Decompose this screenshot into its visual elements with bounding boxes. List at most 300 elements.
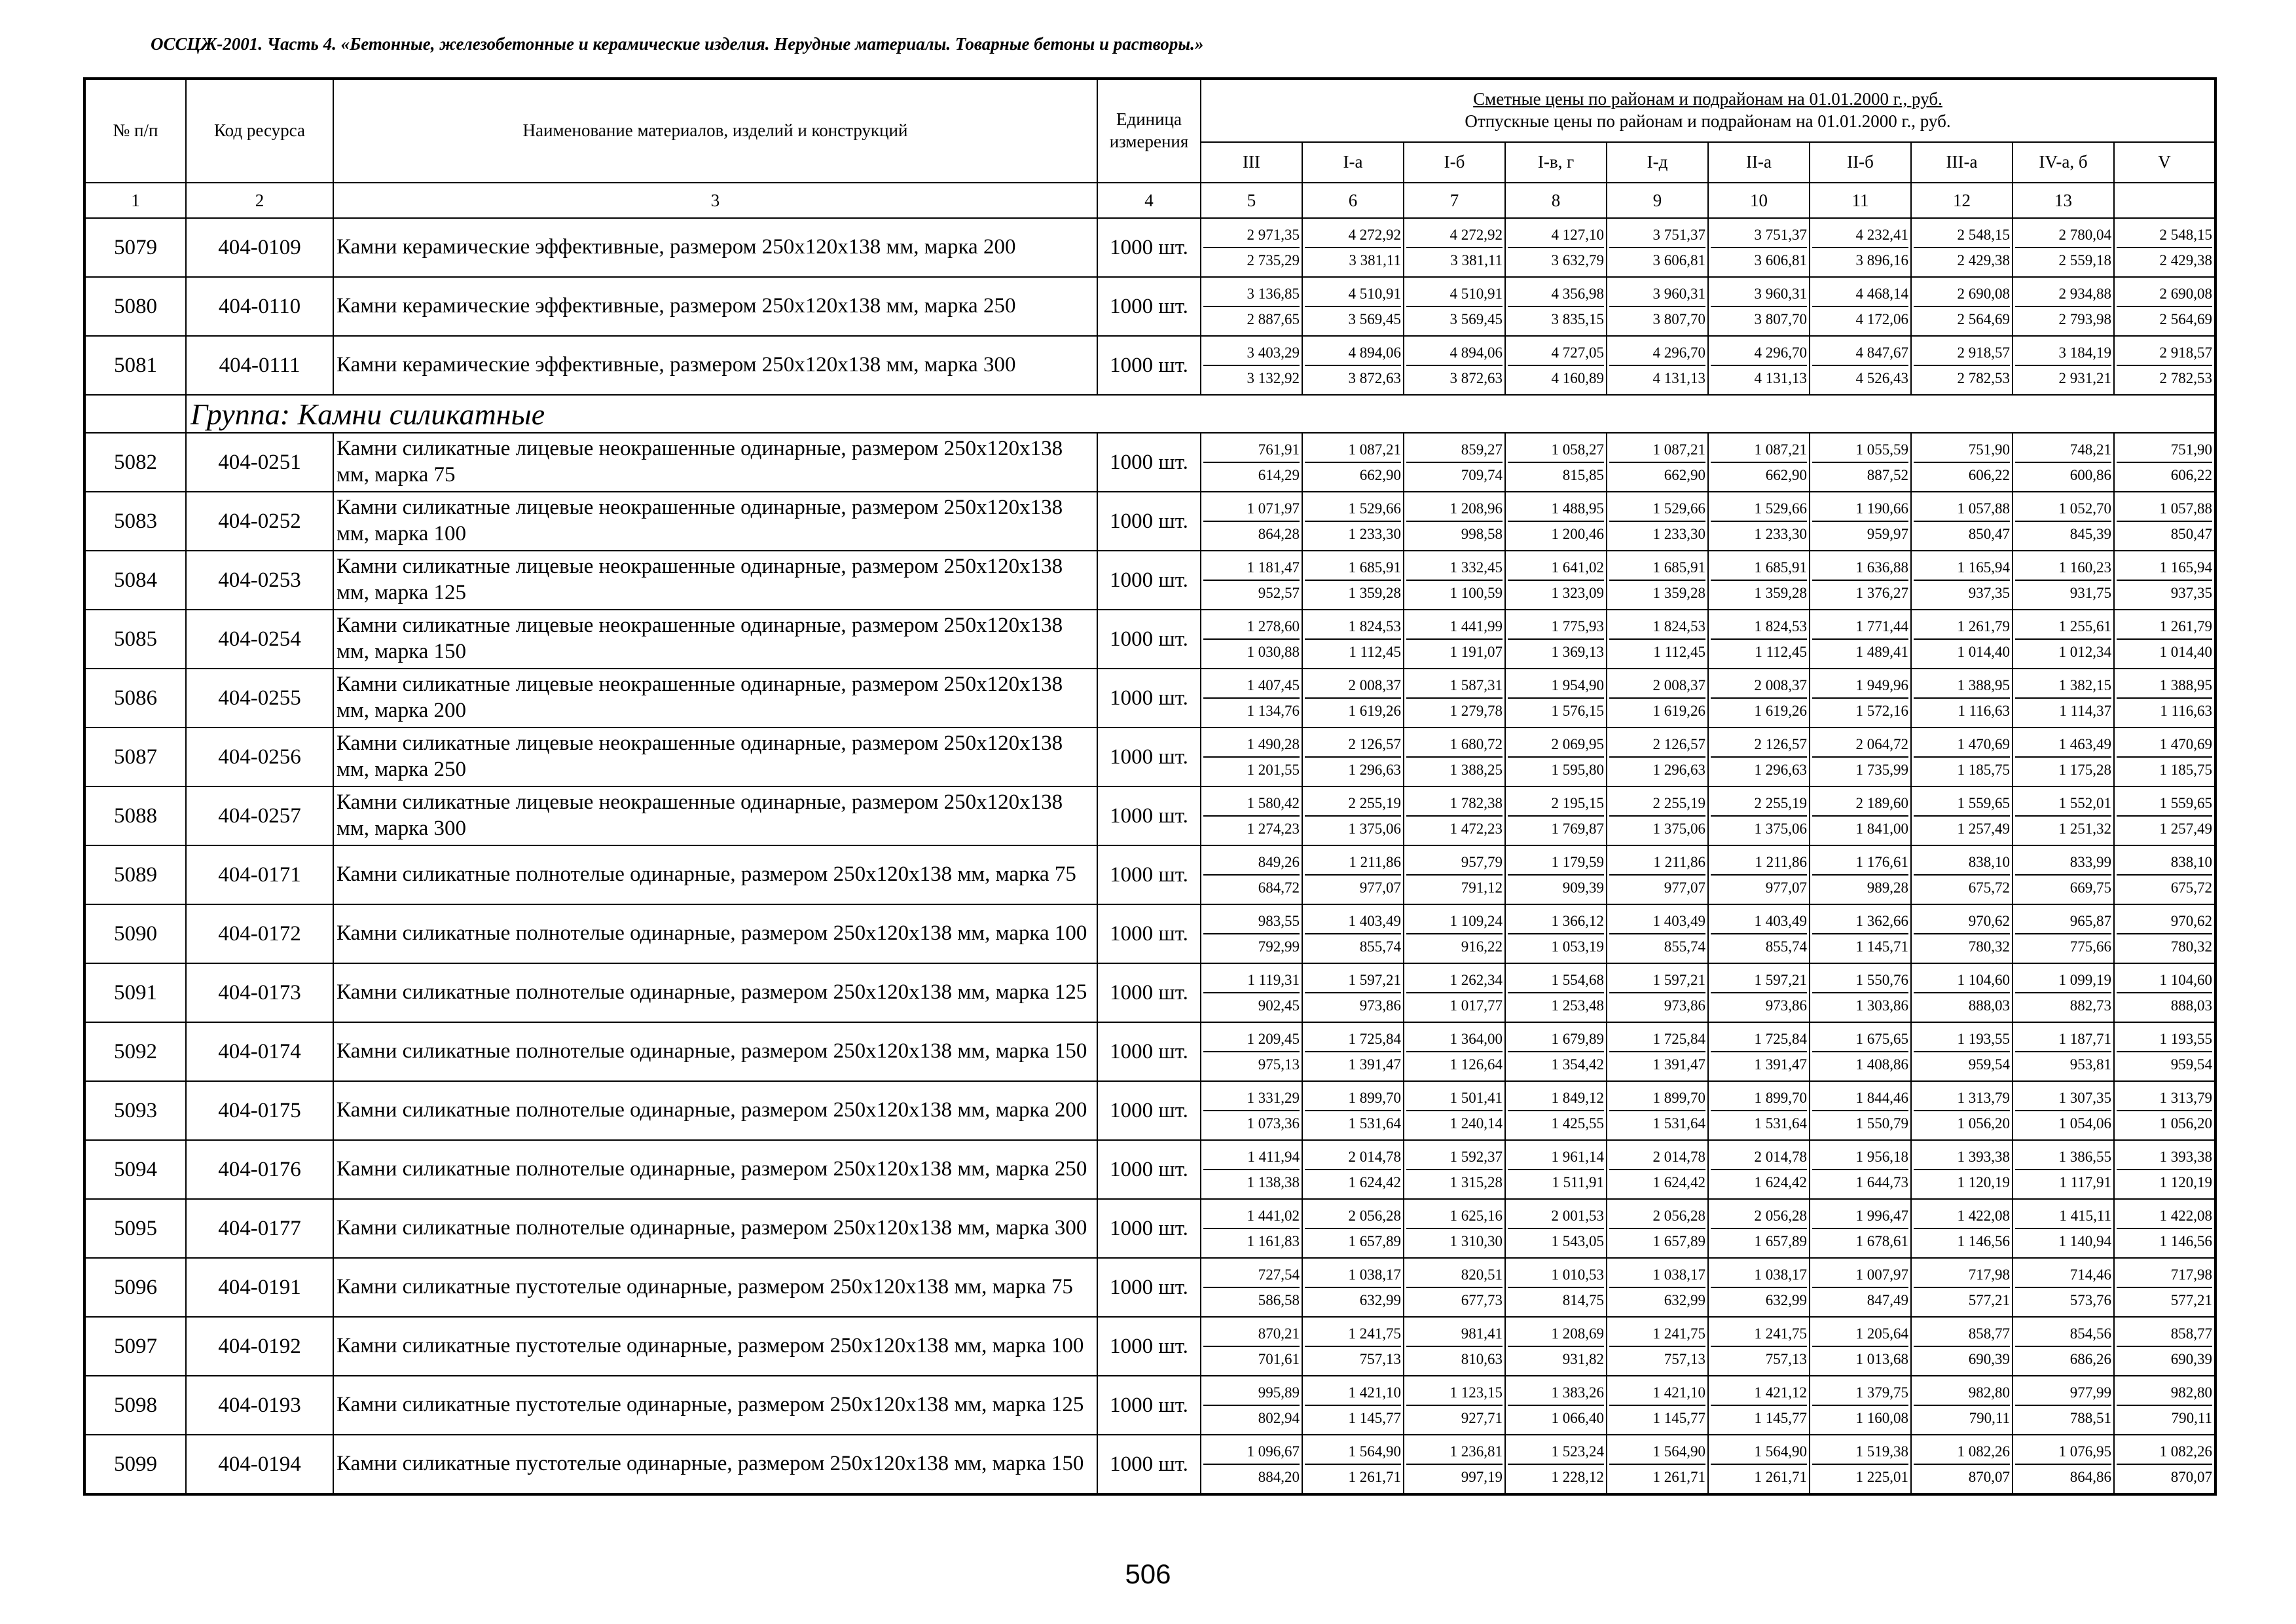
release-price: 953,81: [2069, 1056, 2111, 1073]
price-cell: [1708, 728, 1810, 786]
row-number: 5085: [84, 610, 186, 669]
region-header: V: [2114, 142, 2215, 183]
estimate-price: 1 087,21: [1305, 437, 1401, 463]
release-price: 632,99: [1359, 1292, 1401, 1308]
estimate-price: 717,98: [1914, 1263, 2010, 1288]
resource-code: 404-0175: [186, 1081, 333, 1140]
price-cell: [2114, 1376, 2215, 1435]
price-cell: [1201, 728, 1302, 786]
estimate-price: 1 501,41: [1406, 1086, 1503, 1111]
estimate-price: 1 949,96: [1812, 673, 1908, 699]
release-price: 3 606,81: [1754, 252, 1807, 268]
release-price: 847,49: [1867, 1292, 1908, 1308]
release-price: 1 185,75: [2159, 762, 2212, 778]
price-cell: [2013, 1435, 2114, 1494]
release-price: 577,21: [2170, 1292, 2212, 1308]
estimate-price: 1 366,12: [1508, 909, 1604, 934]
estimate-price: 1 379,75: [1812, 1380, 1908, 1406]
unit-cell: 1000 шт.: [1097, 1258, 1201, 1317]
release-price: 1 624,42: [1348, 1174, 1401, 1190]
price-cell: [1911, 1258, 2013, 1317]
estimate-price: 2 780,04: [2015, 223, 2111, 248]
estimate-price: 4 272,92: [1305, 223, 1401, 248]
release-price: 1 769,87: [1551, 821, 1604, 837]
estimate-price: 761,91: [1203, 437, 1300, 463]
column-number: 1: [84, 183, 186, 218]
release-price: 802,94: [1258, 1410, 1300, 1426]
estimate-price: 1 055,59: [1812, 437, 1908, 463]
release-price: 2 782,53: [2159, 370, 2212, 386]
release-price: 1 228,12: [1551, 1469, 1604, 1485]
estimate-price: 854,56: [2015, 1321, 2111, 1347]
estimate-price: 2 069,95: [1508, 732, 1604, 758]
row-number: 5083: [84, 492, 186, 551]
release-price: 937,35: [1968, 585, 2010, 601]
row-number: 5081: [84, 336, 186, 395]
estimate-price: 1 564,90: [1711, 1439, 1807, 1465]
release-price: 1 120,19: [1957, 1174, 2010, 1190]
estimate-price: 1 255,61: [2015, 614, 2111, 640]
release-price: 791,12: [1461, 879, 1503, 896]
release-price: 2 564,69: [2159, 311, 2212, 327]
price-cell: [2114, 1435, 2215, 1494]
estimate-price: 2 255,19: [1305, 791, 1401, 817]
estimate-price: 1 104,60: [2117, 968, 2212, 993]
release-price: 1 030,88: [1247, 644, 1300, 660]
release-price: 675,72: [2170, 879, 2212, 896]
release-price: 888,03: [1968, 997, 2010, 1014]
estimate-price: 1 954,90: [1508, 673, 1604, 699]
estimate-price: 2 001,53: [1508, 1204, 1604, 1229]
estimate-price: 2 255,19: [1609, 791, 1705, 817]
price-cell: [2013, 277, 2114, 336]
estimate-price: 1 099,19: [2015, 968, 2111, 993]
estimate-price: 4 894,06: [1305, 341, 1401, 366]
unit-cell: 1000 шт.: [1097, 1376, 1201, 1435]
price-cell: [2114, 904, 2215, 963]
estimate-price: 2 008,37: [1305, 673, 1401, 699]
release-price: 3 381,11: [1450, 252, 1503, 268]
resource-code: 404-0177: [186, 1199, 333, 1258]
estimate-price: 1 331,29: [1203, 1086, 1300, 1111]
estimate-price: 1 956,18: [1812, 1145, 1908, 1170]
unit-cell: 1000 шт.: [1097, 492, 1201, 551]
price-cell: [1607, 1317, 1708, 1376]
price-cell: [1911, 1199, 2013, 1258]
price-cell: [1607, 1022, 1708, 1081]
unit-cell: 1000 шт.: [1097, 433, 1201, 492]
release-price: 973,86: [1664, 997, 1705, 1014]
price-cell: [2114, 1258, 2215, 1317]
price-cell: [1201, 1022, 1302, 1081]
price-cell: [1302, 218, 1404, 277]
release-price: 1 054,06: [2058, 1115, 2111, 1132]
estimate-price: 4 727,05: [1508, 341, 1604, 366]
resource-code: 404-0194: [186, 1435, 333, 1494]
table-row: [84, 728, 2215, 786]
price-cell: [1201, 963, 1302, 1022]
material-name: Камни силикатные лицевые неокрашенные одинарные, размером 250х120х138 мм, марка 300: [333, 786, 1097, 845]
estimate-price: 1 771,44: [1812, 614, 1908, 640]
price-cell: [1505, 492, 1607, 551]
header-prices: [1201, 79, 2215, 142]
price-cell: [1810, 433, 1911, 492]
estimate-price: 1 165,94: [1914, 555, 2010, 581]
row-number: 5093: [84, 1081, 186, 1140]
release-price: 998,58: [1461, 526, 1503, 542]
price-cell: [1404, 963, 1505, 1022]
price-cell: [2013, 551, 2114, 610]
price-cell: [1404, 845, 1505, 904]
release-price: 3 807,70: [1652, 311, 1705, 327]
estimate-price: 1 559,65: [1914, 791, 2010, 817]
row-number: 5094: [84, 1140, 186, 1199]
region-header: I-в, г: [1505, 142, 1607, 183]
price-cell: [1201, 218, 1302, 277]
release-price: 1 624,42: [1754, 1174, 1807, 1190]
resource-code: 404-0110: [186, 277, 333, 336]
column-number: 8: [1505, 183, 1607, 218]
release-price: 1 116,63: [1958, 703, 2010, 719]
price-cell: [1911, 1081, 2013, 1140]
release-price: 1 056,20: [2159, 1115, 2212, 1132]
estimate-price: 1 421,12: [1711, 1380, 1807, 1406]
release-price: 937,35: [2170, 585, 2212, 601]
release-price: 959,54: [1968, 1056, 2010, 1073]
estimate-price: 1 899,70: [1305, 1086, 1401, 1111]
price-cell: [1505, 786, 1607, 845]
resource-code: 404-0193: [186, 1376, 333, 1435]
estimate-price: 1 193,55: [1914, 1027, 2010, 1052]
estimate-price: 1 523,24: [1508, 1439, 1604, 1465]
estimate-price: 1 844,46: [1812, 1086, 1908, 1111]
estimate-price: 2 918,57: [1914, 341, 2010, 366]
column-number: 6: [1302, 183, 1404, 218]
estimate-price: 1 529,66: [1711, 496, 1807, 522]
estimate-price: 1 052,70: [2015, 496, 2111, 522]
release-price: 1 261,71: [1754, 1469, 1807, 1485]
estimate-price: 1 071,97: [1203, 496, 1300, 522]
release-price: 1 354,42: [1551, 1056, 1604, 1073]
release-price: 1 657,89: [1348, 1233, 1401, 1249]
release-price: 1 531,64: [1348, 1115, 1401, 1132]
price-cell: [1911, 1376, 2013, 1435]
release-price: 882,73: [2069, 997, 2111, 1014]
estimate-price: 2 014,78: [1609, 1145, 1705, 1170]
price-cell: [1607, 218, 1708, 277]
estimate-price: 2 690,08: [1914, 282, 2010, 307]
price-cell: [1302, 1317, 1404, 1376]
price-cell: [1404, 1376, 1505, 1435]
release-price: 1 388,25: [1449, 762, 1503, 778]
release-price: 870,07: [1968, 1469, 2010, 1485]
release-price: 1 279,78: [1449, 703, 1503, 719]
release-price: 4 526,43: [1855, 370, 1908, 386]
release-price: 1 619,26: [1348, 703, 1401, 719]
estimate-price: 4 468,14: [1812, 282, 1908, 307]
release-price: 1 175,28: [2058, 762, 2111, 778]
price-cell: [1607, 492, 1708, 551]
column-number: 11: [1810, 183, 1911, 218]
price-cell: [2114, 1199, 2215, 1258]
release-price: 1 359,28: [1652, 585, 1705, 601]
resource-code: 404-0252: [186, 492, 333, 551]
release-price: 662,90: [1664, 467, 1705, 483]
estimate-price: 2 014,78: [1711, 1145, 1807, 1170]
price-cell: [1911, 336, 2013, 395]
price-cell: [1404, 610, 1505, 669]
price-cell: [1505, 218, 1607, 277]
column-number: 3: [333, 183, 1097, 218]
estimate-price: 3 751,37: [1711, 223, 1807, 248]
header-prices-estimate: Сметные цены по районам и подрайонам на 01.01.2000 г., руб.: [1473, 89, 1942, 109]
price-cell: [1911, 786, 2013, 845]
price-cell: [1404, 433, 1505, 492]
estimate-price: 977,99: [2015, 1380, 2111, 1406]
release-price: 973,86: [1765, 997, 1807, 1014]
release-price: 3 606,81: [1652, 252, 1705, 268]
release-price: 1 543,05: [1551, 1233, 1604, 1249]
estimate-price: 1 403,49: [1609, 909, 1705, 934]
release-price: 790,11: [2171, 1410, 2212, 1426]
column-number: 7: [1404, 183, 1505, 218]
estimate-price: 751,90: [1914, 437, 2010, 463]
release-price: 902,45: [1258, 997, 1300, 1014]
price-cell: [1505, 1022, 1607, 1081]
estimate-price: 1 463,49: [2015, 732, 2111, 758]
unit-cell: 1000 шт.: [1097, 786, 1201, 845]
price-cell: [1201, 277, 1302, 336]
release-price: 814,75: [1562, 1292, 1604, 1308]
price-cell: [1810, 551, 1911, 610]
release-price: 1 100,59: [1449, 585, 1503, 601]
estimate-price: 1 725,84: [1305, 1027, 1401, 1052]
release-price: 2 887,65: [1247, 311, 1300, 327]
price-cell: [1505, 845, 1607, 904]
estimate-price: 1 109,24: [1406, 909, 1503, 934]
price-cell: [1404, 1081, 1505, 1140]
estimate-price: 1 899,70: [1711, 1086, 1807, 1111]
estimate-price: 820,51: [1406, 1263, 1503, 1288]
estimate-price: 1 307,35: [2015, 1086, 2111, 1111]
release-price: 870,07: [2170, 1469, 2212, 1485]
price-cell: [1505, 610, 1607, 669]
release-price: 1 425,55: [1551, 1115, 1604, 1132]
estimate-price: 1 241,75: [1609, 1321, 1705, 1347]
release-price: 1 138,38: [1247, 1174, 1300, 1190]
price-cell: [1708, 1081, 1810, 1140]
release-price: 3 896,16: [1855, 252, 1908, 268]
price-cell: [1505, 1435, 1607, 1494]
unit-cell: 1000 шт.: [1097, 1140, 1201, 1199]
price-cell: [1810, 1199, 1911, 1258]
price-cell: [2114, 786, 2215, 845]
material-name: Камни силикатные пустотелые одинарные, размером 250х120х138 мм, марка 125: [333, 1376, 1097, 1435]
release-price: 887,52: [1867, 467, 1908, 483]
price-cell: [1607, 1435, 1708, 1494]
release-price: 3 569,45: [1449, 311, 1503, 327]
release-price: 1 253,48: [1551, 997, 1604, 1014]
release-price: 977,07: [1664, 879, 1705, 896]
release-price: 977,07: [1359, 879, 1401, 896]
release-price: 1 678,61: [1855, 1233, 1908, 1249]
release-price: 977,07: [1765, 879, 1807, 896]
estimate-price: 1 205,64: [1812, 1321, 1908, 1347]
material-name: Камни силикатные полнотелые одинарные, размером 250х120х138 мм, марка 200: [333, 1081, 1097, 1140]
price-cell: [1201, 433, 1302, 492]
unit-cell: 1000 шт.: [1097, 728, 1201, 786]
price-cell: [1505, 1258, 1607, 1317]
estimate-price: 1 179,59: [1508, 850, 1604, 876]
header-num: № п/п: [84, 79, 186, 183]
estimate-price: 2 014,78: [1305, 1145, 1401, 1170]
price-cell: [1810, 610, 1911, 669]
release-price: 1 146,56: [2159, 1233, 2212, 1249]
estimate-price: 1 332,45: [1406, 555, 1503, 581]
price-cell: [1810, 1317, 1911, 1376]
estimate-price: 2 056,28: [1305, 1204, 1401, 1229]
estimate-price: 1 082,26: [2117, 1439, 2212, 1465]
price-cell: [2114, 1317, 2215, 1376]
release-price: 1 073,36: [1247, 1115, 1300, 1132]
estimate-price: 1 680,72: [1406, 732, 1503, 758]
price-cell: [1404, 786, 1505, 845]
price-cell: [2013, 1140, 2114, 1199]
release-price: 3 381,11: [1349, 252, 1401, 268]
release-price: 709,74: [1461, 467, 1503, 483]
release-price: 1 233,30: [1754, 526, 1807, 542]
price-cell: [1302, 728, 1404, 786]
price-cell: [1810, 904, 1911, 963]
row-number: 5098: [84, 1376, 186, 1435]
region-header: I-а: [1302, 142, 1404, 183]
price-cell: [1404, 277, 1505, 336]
release-price: 3 569,45: [1348, 311, 1401, 327]
release-price: 884,20: [1258, 1469, 1300, 1485]
release-price: 855,74: [1664, 938, 1705, 955]
price-cell: [2013, 786, 2114, 845]
price-cell: [1201, 336, 1302, 395]
release-price: 1 572,16: [1855, 703, 1908, 719]
estimate-price: 1 123,15: [1406, 1380, 1503, 1406]
estimate-price: 1 421,10: [1609, 1380, 1705, 1406]
estimate-price: 1 209,45: [1203, 1027, 1300, 1052]
material-name: Камни силикатные лицевые неокрашенные одинарные, размером 250х120х138 мм, марка 100: [333, 492, 1097, 551]
estimate-price: 4 510,91: [1305, 282, 1401, 307]
price-cell: [1302, 277, 1404, 336]
price-cell: [1607, 1081, 1708, 1140]
header-prices-release: Отпускные цены по районам и подрайонам на 01.01.2000 г., руб.: [1465, 111, 1951, 131]
release-price: 684,72: [1258, 879, 1300, 896]
price-cell: [2114, 551, 2215, 610]
estimate-price: 1 421,10: [1305, 1380, 1401, 1406]
price-cell: [2013, 1199, 2114, 1258]
release-price: 1 391,47: [1754, 1056, 1807, 1073]
estimate-price: 1 636,88: [1812, 555, 1908, 581]
release-price: 1 225,01: [1855, 1469, 1908, 1485]
header-code: Код ресурса: [186, 79, 333, 183]
price-cell: [1810, 963, 1911, 1022]
estimate-price: 1 559,65: [2117, 791, 2212, 817]
price-cell: [1505, 963, 1607, 1022]
estimate-price: 4 232,41: [1812, 223, 1908, 248]
estimate-price: 1 211,86: [1305, 850, 1401, 876]
price-cell: [1607, 1140, 1708, 1199]
estimate-price: 2 690,08: [2117, 282, 2212, 307]
estimate-price: 2 971,35: [1203, 223, 1300, 248]
price-cell: [1201, 786, 1302, 845]
price-cell: [2013, 728, 2114, 786]
estimate-price: 1 104,60: [1914, 968, 2010, 993]
release-price: 2 559,18: [2058, 252, 2111, 268]
price-cell: [1810, 845, 1911, 904]
header-name: Наименование материалов, изделий и конструкций: [333, 79, 1097, 183]
release-price: 790,11: [1969, 1410, 2010, 1426]
region-header: II-б: [1810, 142, 1911, 183]
release-price: 1 145,71: [1855, 938, 1908, 955]
release-price: 1 369,13: [1551, 644, 1604, 660]
estimate-price: 2 255,19: [1711, 791, 1807, 817]
estimate-price: 1 625,16: [1406, 1204, 1503, 1229]
release-price: 1 134,76: [1247, 703, 1300, 719]
unit-cell: 1000 шт.: [1097, 218, 1201, 277]
estimate-price: 1 685,91: [1305, 555, 1401, 581]
row-number: 5089: [84, 845, 186, 904]
price-cell: [1302, 492, 1404, 551]
estimate-price: 2 548,15: [2117, 223, 2212, 248]
estimate-price: 2 548,15: [1914, 223, 2010, 248]
release-price: 997,19: [1461, 1469, 1503, 1485]
estimate-price: 1 597,21: [1609, 968, 1705, 993]
price-cell: [1201, 669, 1302, 728]
release-price: 1 145,77: [1754, 1410, 1807, 1426]
estimate-price: 1 996,47: [1812, 1204, 1908, 1229]
price-cell: [2013, 669, 2114, 728]
table-row: [84, 963, 2215, 1022]
estimate-price: 1 190,66: [1812, 496, 1908, 522]
header-row: [84, 79, 2215, 142]
price-cell: [1201, 492, 1302, 551]
release-price: 1 644,73: [1855, 1174, 1908, 1190]
price-cell: [1505, 336, 1607, 395]
release-price: 2 793,98: [2058, 311, 2111, 327]
estimate-price: 1 824,53: [1305, 614, 1401, 640]
unit-cell: 1000 шт.: [1097, 551, 1201, 610]
material-name: Камни силикатные пустотелые одинарные, размером 250х120х138 мм, марка 100: [333, 1317, 1097, 1376]
estimate-price: 1 038,17: [1609, 1263, 1705, 1288]
table-row: [84, 492, 2215, 551]
material-name: Камни силикатные полнотелые одинарные, размером 250х120х138 мм, марка 300: [333, 1199, 1097, 1258]
release-price: 757,13: [1664, 1351, 1705, 1367]
table-row: [84, 610, 2215, 669]
unit-cell: 1000 шт.: [1097, 963, 1201, 1022]
release-price: 632,99: [1664, 1292, 1705, 1308]
estimate-price: 1 388,95: [2117, 673, 2212, 699]
price-cell: [2013, 610, 2114, 669]
release-price: 1 296,63: [1348, 762, 1401, 778]
table-row: [84, 433, 2215, 492]
table-row: [84, 1022, 2215, 1081]
release-price: 1 116,63: [2160, 703, 2212, 719]
release-price: 1 375,06: [1348, 821, 1401, 837]
estimate-price: 1 057,88: [1914, 496, 2010, 522]
material-name: Камни силикатные лицевые неокрашенные одинарные, размером 250х120х138 мм, марка 125: [333, 551, 1097, 610]
estimate-price: 1 490,28: [1203, 732, 1300, 758]
estimate-price: 1 782,38: [1406, 791, 1503, 817]
estimate-price: 833,99: [2015, 850, 2111, 876]
material-name: Камни силикатные лицевые неокрашенные одинарные, размером 250х120х138 мм, марка 250: [333, 728, 1097, 786]
estimate-price: 4 847,67: [1812, 341, 1908, 366]
